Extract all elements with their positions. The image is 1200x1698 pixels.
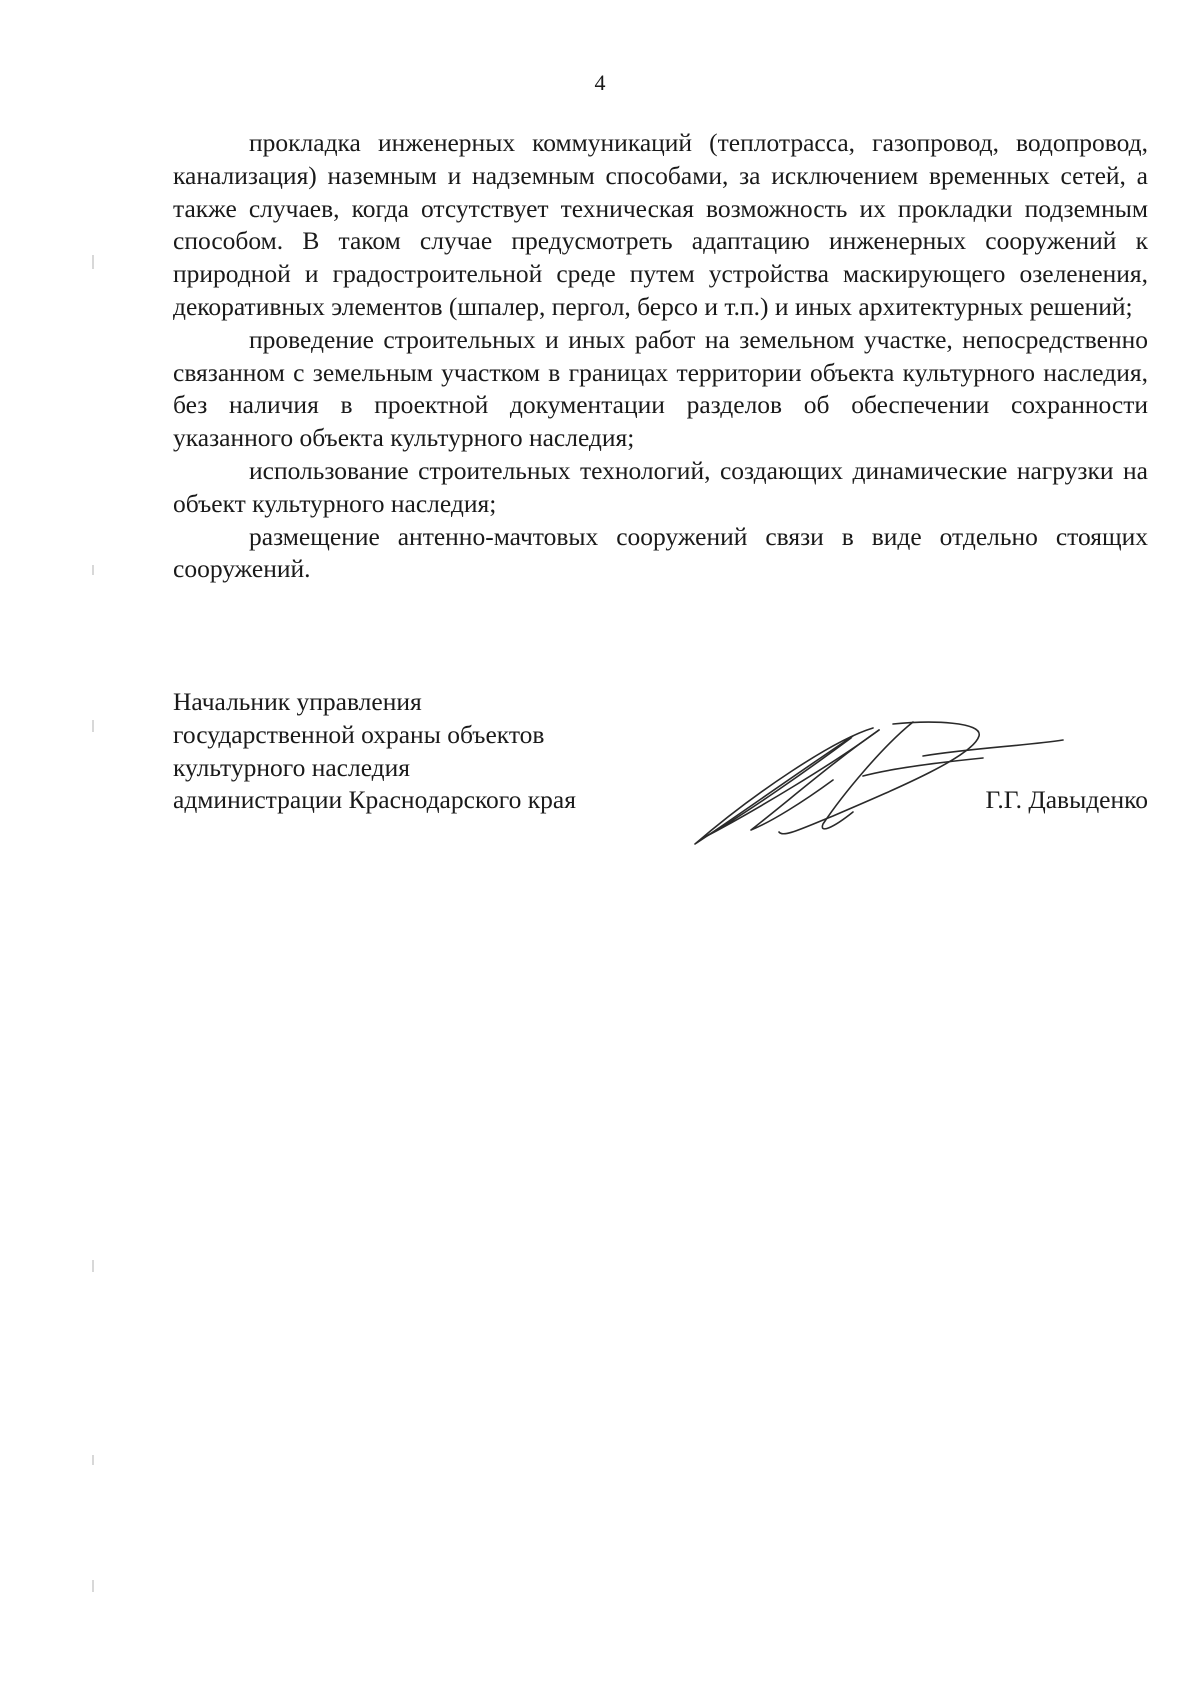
paragraph: использование строительных технологий, создающих динамические нагрузки на объект культурного наследия;	[173, 455, 1148, 518]
paragraph: прокладка инженерных коммуникаций (теплотрасса, газопровод, водопровод, канализация) наземным и надземным способами, за исключением временных сетей, а также случаев, когда отсутствует техническая возможность их прокладки подземным способом. В таком случае предусмотреть адаптацию инженерных сооружений к природной и градостроительной среде путем устройства маскирующего озеленения, декоративных элементов (шпалер, пергол, берсо и т.п.) и иных архитектурных решений;	[173, 128, 1148, 321]
document-body	[173, 127, 1148, 586]
signatory-title-line: Начальник управления	[173, 687, 422, 716]
scan-artifact	[92, 255, 94, 269]
signatory-title-line: администрации Краснодарского края	[173, 785, 576, 815]
signatory-name: Г.Г. Давыденко	[985, 785, 1148, 814]
scan-artifact	[92, 565, 94, 575]
paragraph: размещение антенно-мачтовых сооружений связи в виде отдельно стоящих сооружений.	[173, 521, 1148, 584]
scan-artifact	[92, 1260, 94, 1272]
paragraph: проведение строительных и иных работ на земельном участке, непосредственно связанном с земельным участком в границах территории объекта культурного наследия, без наличия в проектной документации разделов об обеспечении сохранности указанного объекта культурного наследия;	[173, 324, 1148, 453]
scan-artifact	[92, 720, 94, 732]
signature-block	[173, 686, 1148, 856]
page-number: 4	[594, 70, 606, 95]
signatory-title-line: культурного наследия	[173, 752, 411, 782]
signatory-title-line: государственной охраны объектов	[173, 719, 545, 749]
scan-artifact	[92, 1580, 94, 1592]
signatory-title	[173, 686, 576, 817]
scan-artifact	[92, 1455, 94, 1465]
